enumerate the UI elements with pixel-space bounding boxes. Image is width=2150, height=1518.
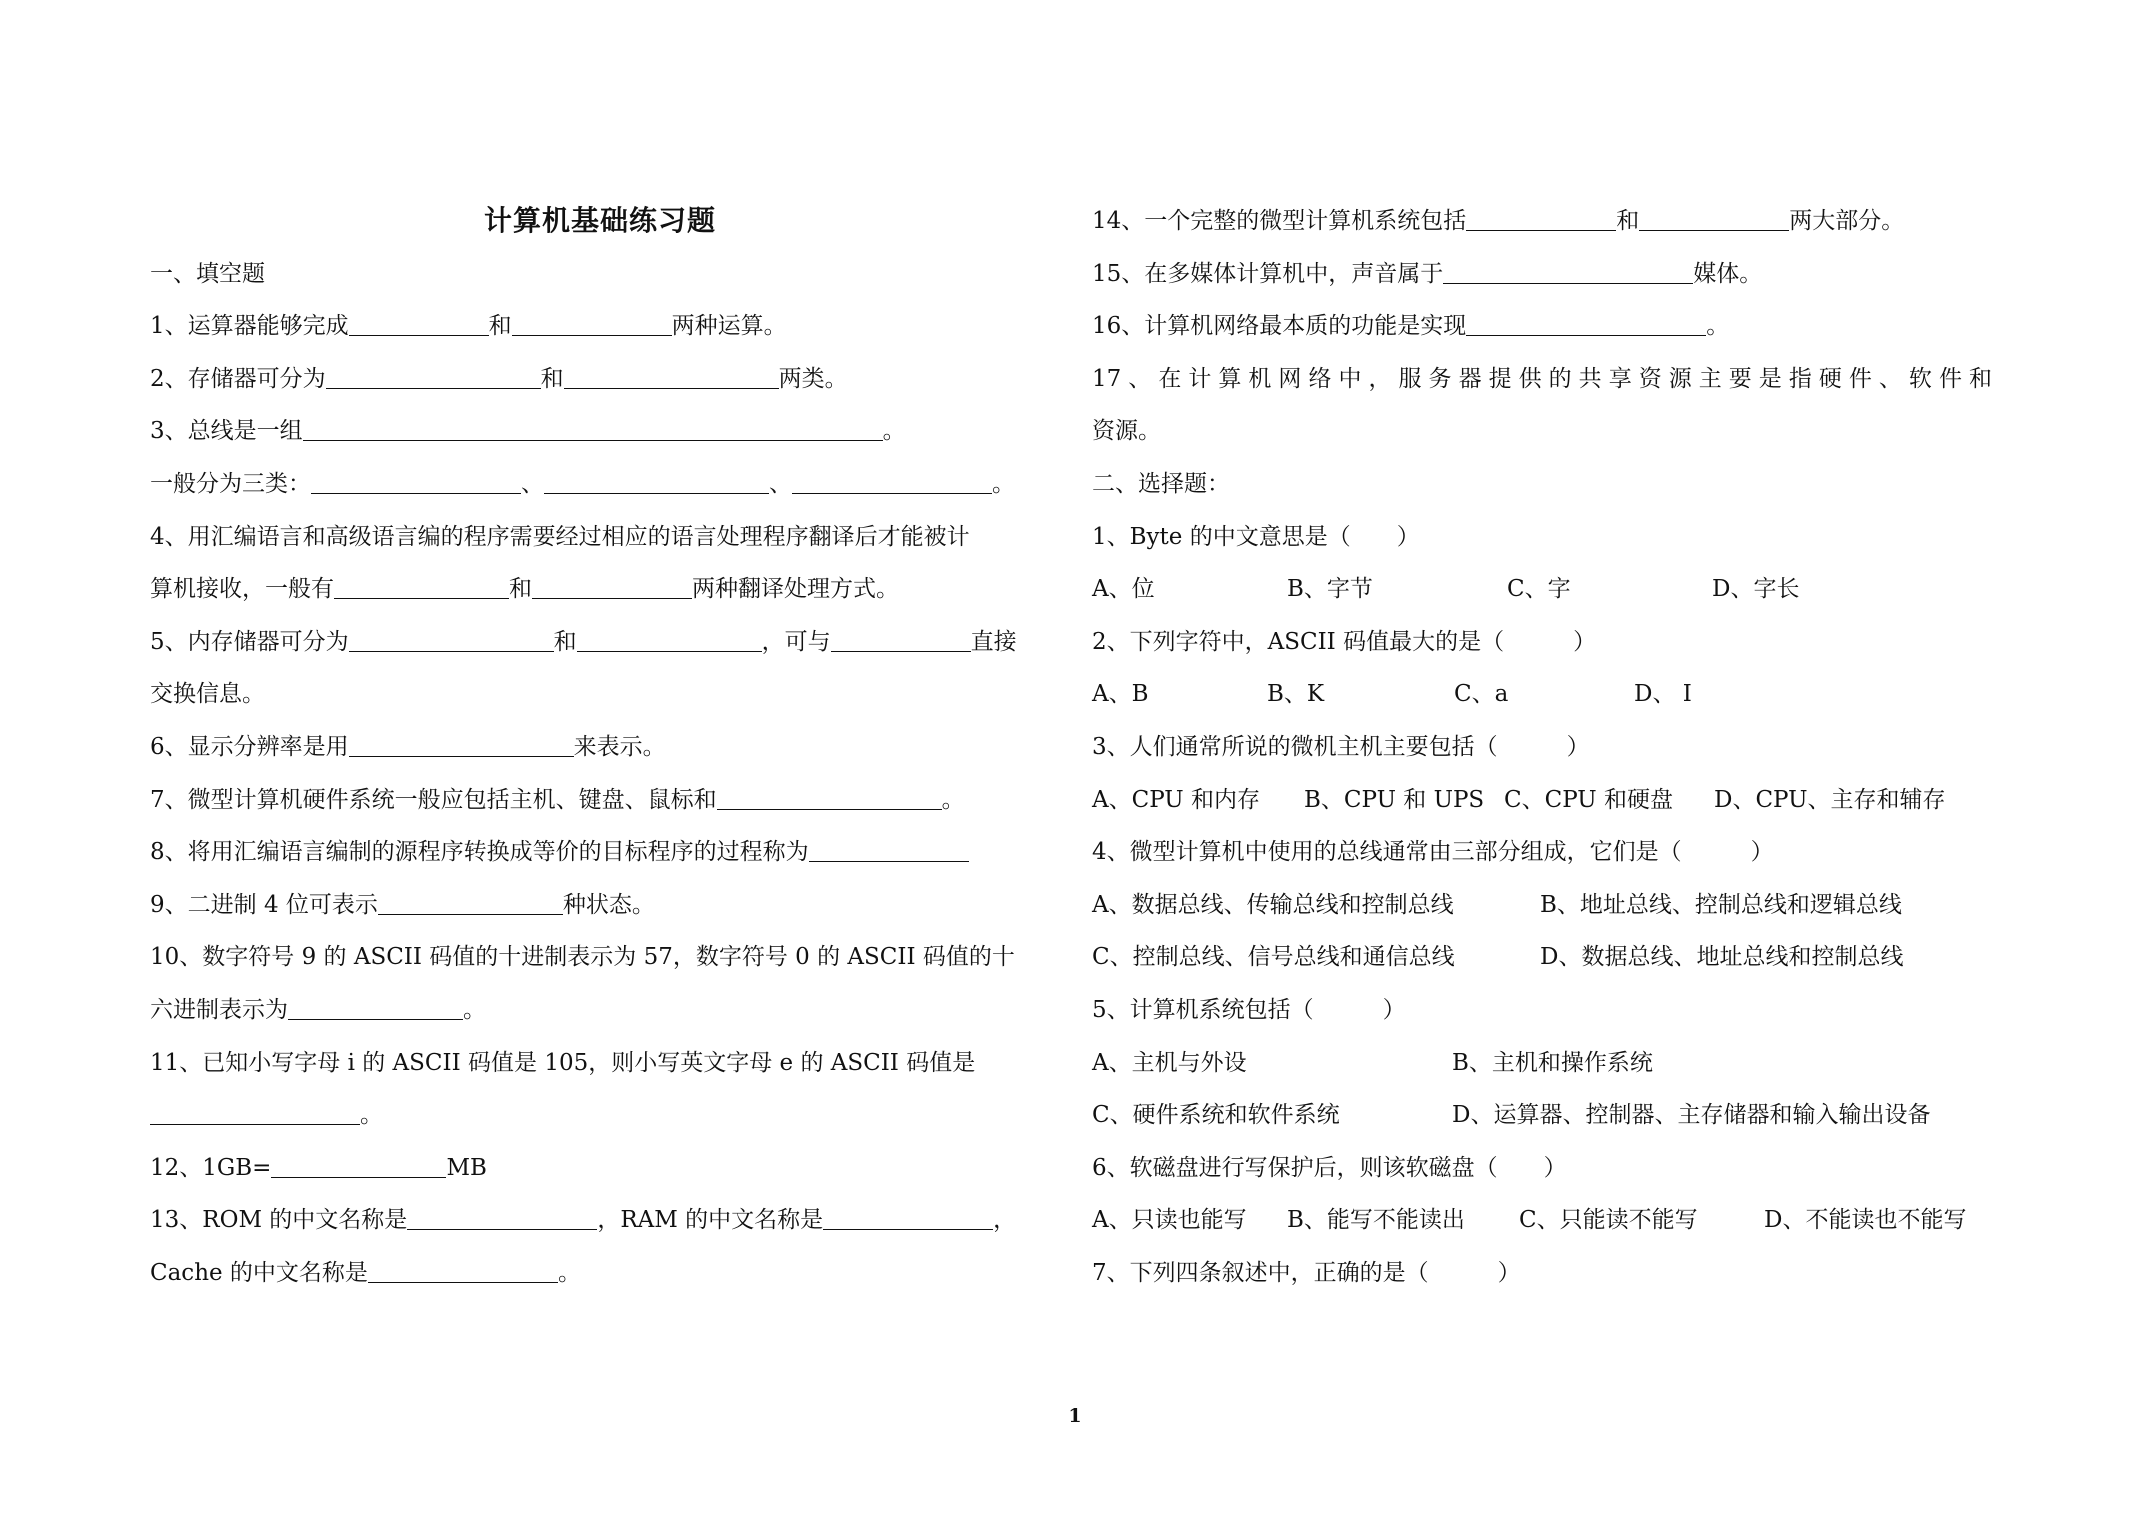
- choice-options-1: [1092, 563, 1997, 616]
- q13-text-e: 。: [557, 1259, 581, 1286]
- question-5-line-2: 交换信息。: [150, 681, 265, 708]
- answer-blank[interactable]: [1466, 309, 1706, 336]
- option-c[interactable]: C、只能读不能写: [1519, 1207, 1698, 1234]
- answer-blank[interactable]: [544, 467, 769, 494]
- answer-blank[interactable]: [150, 1098, 360, 1125]
- page-number: 1: [1068, 1405, 1082, 1427]
- question-2: [150, 353, 1055, 406]
- q1-text-b: 和: [488, 313, 512, 340]
- q14-text-c: 两大部分。: [1789, 208, 1905, 234]
- choice-options-4a: [1092, 879, 1997, 932]
- question-5: [150, 616, 1055, 669]
- q5-text-b: 和: [553, 628, 577, 655]
- q10-text-b: 。: [463, 996, 486, 1023]
- option-d[interactable]: D、 I: [1634, 681, 1692, 708]
- choice-options-6: [1092, 1194, 1997, 1247]
- q4-text-b: 和: [509, 576, 532, 603]
- option-a[interactable]: A、位: [1092, 576, 1155, 603]
- question-1: [150, 300, 1055, 353]
- q3b-text-d: 。: [992, 470, 1015, 497]
- q5-text-a: 5、内存储器可分为: [150, 628, 349, 655]
- q5-text-d: 直接: [970, 628, 1017, 655]
- q3b-text-c: 、: [769, 470, 792, 497]
- q13-text-c: ，: [993, 1207, 1017, 1234]
- answer-blank[interactable]: [303, 414, 883, 441]
- option-b[interactable]: B、主机和操作系统: [1452, 1049, 1653, 1076]
- question-3-types: [150, 458, 1055, 511]
- answer-blank[interactable]: [349, 625, 554, 652]
- choice-options-4b: [1092, 931, 1997, 984]
- q1-text-c: 两种运算。: [671, 313, 787, 340]
- option-a[interactable]: A、CPU 和内存: [1092, 786, 1260, 813]
- question-15: [1092, 248, 1997, 301]
- q12-text-b: MB: [446, 1154, 487, 1181]
- answer-blank[interactable]: [809, 835, 969, 862]
- answer-blank[interactable]: [311, 467, 521, 494]
- answer-blank[interactable]: [349, 730, 574, 757]
- q16-text-a: 16、计算机网络最本质的功能是实现: [1092, 313, 1467, 340]
- q14-text-a: 14、一个完整的微型计算机系统包括: [1092, 208, 1467, 234]
- option-d[interactable]: D、数据总线、地址总线和控制总线: [1540, 944, 1904, 971]
- answer-blank[interactable]: [288, 993, 463, 1020]
- q13-text-d: Cache 的中文名称是: [150, 1259, 368, 1286]
- option-c[interactable]: C、a: [1454, 681, 1509, 708]
- q10-text-a: 六进制表示为: [150, 996, 288, 1023]
- option-c[interactable]: C、字: [1507, 576, 1571, 603]
- question-14: [1092, 195, 1997, 248]
- question-11-line-1: 11、已知小写字母 i 的 ASCII 码值是 105，则小写英文字母 e 的 ASCII 码值是: [150, 1049, 976, 1076]
- option-d[interactable]: D、运算器、控制器、主存储器和输入输出设备: [1452, 1102, 1931, 1129]
- q16-text-b: 。: [1706, 313, 1730, 340]
- q3b-text-b: 、: [521, 470, 544, 497]
- question-10-line-2: [150, 984, 1055, 1037]
- answer-blank[interactable]: [368, 1256, 558, 1283]
- option-a[interactable]: A、主机与外设: [1092, 1049, 1247, 1076]
- answer-blank[interactable]: [564, 362, 779, 389]
- question-10-line-1: 10、数字符号 9 的 ASCII 码值的十进制表示为 57，数字符号 0 的 ASCII 码值的十: [150, 944, 1015, 971]
- q2-text-b: 和: [540, 365, 564, 392]
- answer-blank[interactable]: [717, 783, 942, 810]
- q5-text-c: ，可与: [761, 628, 831, 655]
- option-a[interactable]: A、只读也能写: [1092, 1207, 1247, 1234]
- q13-text-a: 13、ROM 的中文名称是: [150, 1207, 408, 1234]
- option-b[interactable]: B、K: [1267, 681, 1325, 708]
- question-16: [1092, 300, 1997, 353]
- answer-blank[interactable]: [1639, 204, 1789, 231]
- q15-text-b: 媒体。: [1693, 260, 1763, 287]
- answer-blank[interactable]: [378, 888, 563, 915]
- answer-blank[interactable]: [831, 625, 971, 652]
- question-6: [150, 721, 1055, 774]
- section-heading-choice: 二、选择题：: [1092, 470, 1230, 497]
- q4-text-c: 两种翻译处理方式。: [692, 576, 899, 603]
- question-4-line-2: [150, 563, 1055, 616]
- q11-text-b: 。: [360, 1102, 383, 1129]
- choice-options-5b: [1092, 1089, 1997, 1142]
- question-8: [150, 826, 1055, 879]
- q2-text-a: 2、存储器可分为: [150, 365, 326, 392]
- choice-question-2: 2、下列字符中，ASCII 码值最大的是（ ）: [1092, 628, 1597, 655]
- choice-question-3: 3、人们通常所说的微机主机主要包括（ ）: [1092, 733, 1590, 760]
- q4-text-a: 算机接收，一般有: [150, 576, 334, 603]
- choice-question-7: 7、下列四条叙述中，正确的是（ ）: [1092, 1259, 1521, 1286]
- q6-text-b: 来表示。: [573, 733, 666, 760]
- option-d[interactable]: D、CPU、主存和辅存: [1714, 786, 1946, 813]
- question-4-line-1: 4、用汇编语言和高级语言编的程序需要经过相应的语言处理程序翻译后才能被计: [150, 523, 970, 550]
- choice-options-5a: [1092, 1037, 1997, 1090]
- answer-blank[interactable]: [349, 309, 489, 336]
- q6-text-a: 6、显示分辨率是用: [150, 733, 349, 760]
- q3b-text-a: 一般分为三类：: [150, 470, 311, 497]
- answer-blank[interactable]: [271, 1151, 446, 1178]
- left-column: [150, 195, 1055, 1299]
- option-c[interactable]: C、CPU 和硬盘: [1504, 786, 1673, 813]
- choice-question-6: 6、软磁盘进行写保护后，则该软磁盘（ ）: [1092, 1154, 1567, 1181]
- answer-blank[interactable]: [792, 467, 992, 494]
- answer-blank[interactable]: [512, 309, 672, 336]
- question-13-line-2: [150, 1247, 1055, 1300]
- choice-question-5: 5、计算机系统包括（ ）: [1092, 996, 1406, 1023]
- q14-text-b: 和: [1616, 208, 1640, 234]
- option-c[interactable]: C、控制总线、信号总线和通信总线: [1092, 944, 1455, 971]
- option-c[interactable]: C、硬件系统和软件系统: [1092, 1102, 1340, 1129]
- question-7: [150, 774, 1055, 827]
- q7-text-a: 7、微型计算机硬件系统一般应包括主机、键盘、鼠标和: [150, 786, 717, 813]
- option-a[interactable]: A、数据总线、传输总线和控制总线: [1092, 891, 1454, 918]
- option-b[interactable]: B、字节: [1287, 576, 1373, 603]
- q7-text-b: 。: [941, 786, 965, 813]
- answer-blank[interactable]: [577, 625, 762, 652]
- answer-blank[interactable]: [407, 1203, 597, 1230]
- answer-blank[interactable]: [823, 1203, 993, 1230]
- question-13: [150, 1194, 1055, 1247]
- answer-blank[interactable]: [1443, 257, 1693, 284]
- q8-text-a: 8、将用汇编语言编制的源程序转换成等价的目标程序的过程称为: [150, 839, 809, 866]
- answer-blank[interactable]: [532, 572, 692, 599]
- choice-question-4: 4、微型计算机中使用的总线通常由三部分组成，它们是（ ）: [1092, 839, 1774, 866]
- q13-text-b: ，RAM 的中文名称是: [597, 1207, 824, 1234]
- answer-blank[interactable]: [1466, 204, 1616, 231]
- option-b[interactable]: B、能写不能读出: [1287, 1207, 1465, 1234]
- page-title: 计算机基础练习题: [483, 204, 716, 237]
- q12-text-a: 12、1GB=: [150, 1154, 272, 1181]
- section-heading-fill: 一、填空题: [150, 260, 265, 287]
- option-d[interactable]: D、不能读也不能写: [1764, 1207, 1967, 1234]
- question-9: [150, 879, 1055, 932]
- q15-text-a: 15、在多媒体计算机中，声音属于: [1092, 260, 1444, 287]
- q3-text-a: 3、总线是一组: [150, 418, 303, 445]
- q3-text-b: 。: [882, 418, 906, 445]
- option-b[interactable]: B、地址总线、控制总线和逻辑总线: [1540, 891, 1902, 918]
- option-b[interactable]: B、CPU 和 UPS: [1304, 786, 1485, 813]
- question-17-line-2: 资源。: [1092, 418, 1161, 445]
- right-column: [1092, 195, 1997, 1299]
- option-d[interactable]: D、字长: [1712, 576, 1800, 603]
- q2-text-c: 两类。: [778, 365, 848, 392]
- question-3: [150, 405, 1055, 458]
- choice-options-2: [1092, 668, 1997, 721]
- question-11-line-2: [150, 1089, 1055, 1142]
- q9-text-a: 9、二进制 4 位可表示: [150, 891, 378, 918]
- question-12: [150, 1142, 1055, 1195]
- choice-options-3: [1092, 774, 1997, 827]
- q9-text-b: 种状态。: [562, 891, 655, 918]
- choice-question-1: 1、Byte 的中文意思是（ ）: [1092, 523, 1420, 550]
- answer-blank[interactable]: [334, 572, 509, 599]
- q1-text-a: 1、运算器能够完成: [150, 313, 349, 340]
- answer-blank[interactable]: [326, 362, 541, 389]
- question-17-line-1: 17、在计算机网络中，服务器提供的共享资源主要是指硬件、软件和: [1092, 365, 1992, 392]
- option-a[interactable]: A、B: [1092, 681, 1149, 708]
